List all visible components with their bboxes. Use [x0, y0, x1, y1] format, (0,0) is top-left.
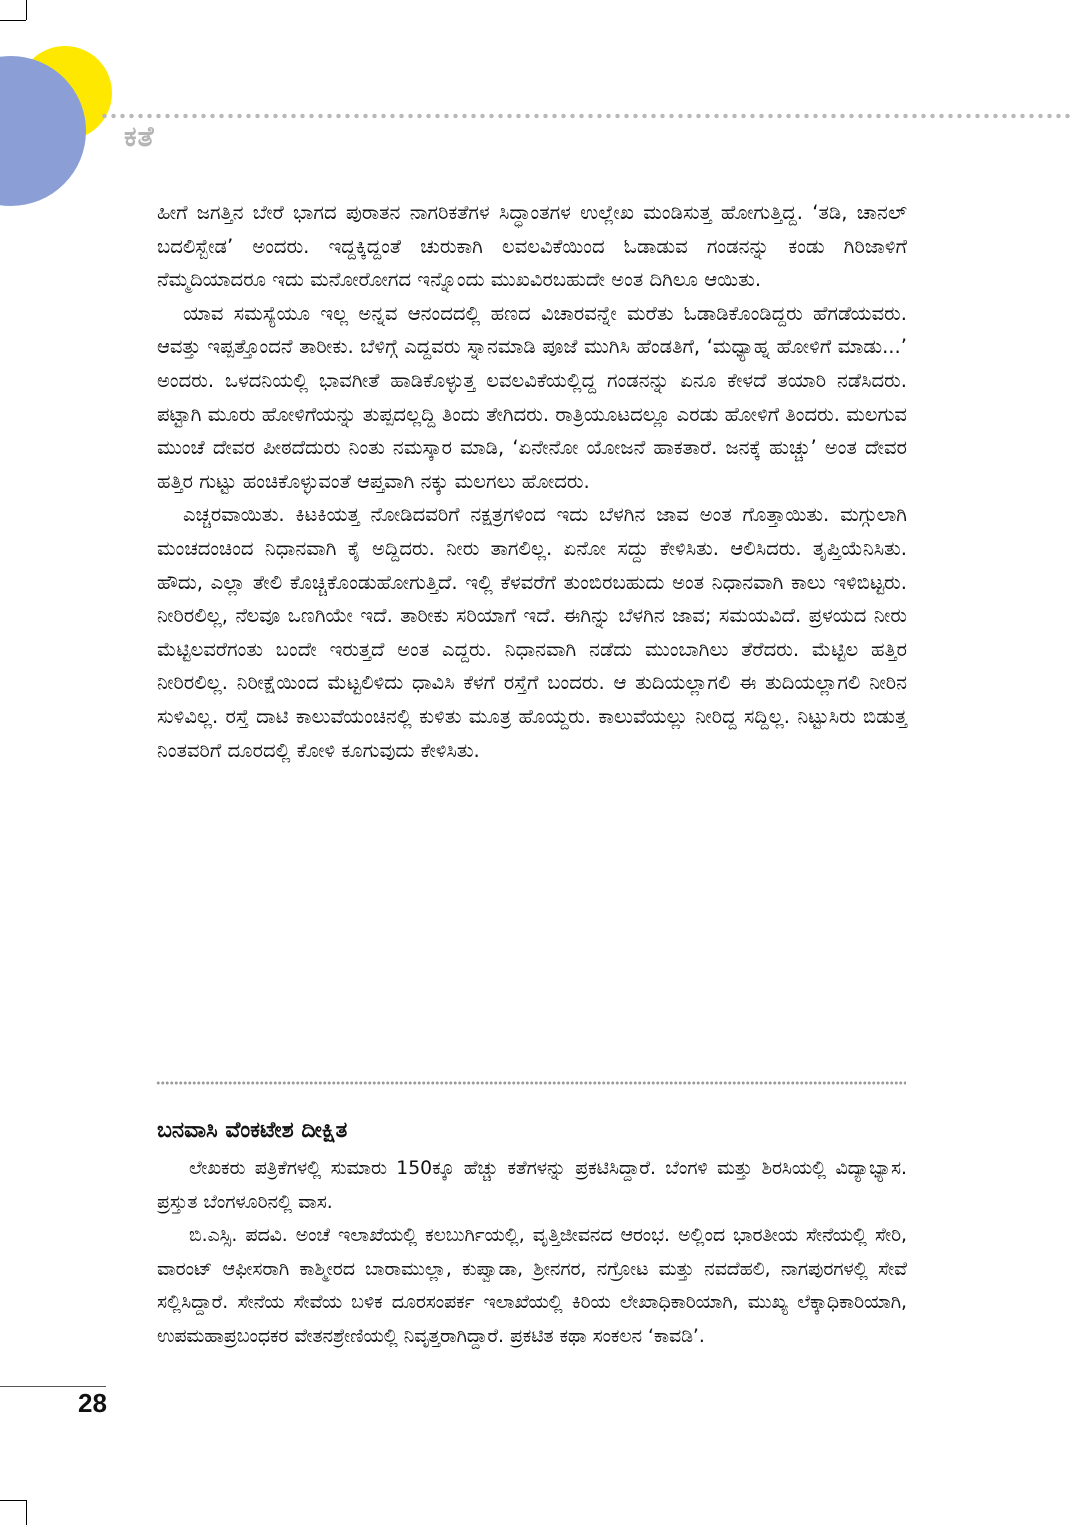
section-label: ಕತೆ — [124, 120, 155, 153]
page-number: 28 — [78, 1388, 107, 1418]
story-paragraph: ಯಾವ ಸಮಸ್ಯೆಯೂ ಇಲ್ಲ ಅನ್ನವ ಆನಂದದಲ್ಲಿ ಹಣದ ವಿಚಾರವನ್ನೇ ಮರೆತು ಓಡಾಡಿಕೊಂಡಿದ್ದರು ಹೆಗಡೆಯವರು. ಆವತ್ತು ಇಪ್ಪತ್ತೊಂದನೆ ತಾರೀಕು. ಬೆಳಿಗ್ಗೆ ಎದ್ದವರು ಸ್ನಾನಮಾಡಿ ಪೂಜೆ ಮುಗಿಸಿ ಹೆಂಡತಿಗೆ, ‘ಮಧ್ಯಾಹ್ನ ಹೋಳಿಗೆ ಮಾಡು...’ ಅಂದರು. ಒಳದನಿಯಲ್ಲಿ ಭಾವಗೀತೆ ಹಾಡಿಕೊಳ್ಳುತ್ತ ಲವಲವಿಕೆಯಲ್ಲಿದ್ದ ಗಂಡನನ್ನು ಏನೂ ಕೇಳದೆ ತಯಾರಿ ನಡೆಸಿದರು. ಪಟ್ಟಾಗಿ ಮೂರು ಹೋಳಿಗೆಯನ್ನು ತುಪ್ಪದಲ್ಲದ್ದಿ ತಿಂದು ತೇಗಿದರು. ರಾತ್ರಿಯೂಟದಲ್ಲೂ ಎರಡು ಹೋಳಿಗೆ ತಿಂದರು. ಮಲಗುವ ಮುಂಚೆ ದೇವರ ಪೀಠದೆದುರು ನಿಂತು ನಮಸ್ಕಾರ ಮಾಡಿ, ‘ಏನೇನೋ ಯೋಜನೆ ಹಾಕತಾರೆ. ಜನಕ್ಕೆ ಹುಚ್ಚು’ ಅಂತ ದೇವರ ಹತ್ತಿರ ಗುಟ್ಟು ಹಂಚಿಕೊಳ್ಳುವಂತೆ ಆಪ್ತವಾಗಿ ನಕ್ಕು ಮಲಗಲು ಹೋದರು. — [157, 301, 907, 493]
crop-mark-top-horizontal — [0, 20, 26, 21]
author-name: ಬನವಾಸಿ ವೆಂಕಟೇಶ ದೀಕ್ಷಿತ — [157, 1118, 348, 1143]
crop-mark-bottom-horizontal — [0, 1500, 26, 1501]
bio-paragraph: ಬಿ.ಎಸ್ಸಿ. ಪದವಿ. ಅಂಚೆ ಇಲಾಖೆಯಲ್ಲಿ ಕಲಬುರ್ಗಿಯಲ್ಲಿ, ವೃತ್ತಿಜೀವನದ ಆರಂಭ. ಅಲ್ಲಿಂದ ಭಾರತೀಯ ಸೇನೆಯಲ್ಲಿ ಸೇರಿ, ವಾರಂಟ್ ಆಫೀಸರಾಗಿ ಕಾಶ್ಮೀರದ ಬಾರಾಮುಲ್ಲಾ, ಕುಪ್ವಾಡಾ, ಶ್ರೀನಗರ, ನಗ್ರೋಟ ಮತ್ತು ನವದೆಹಲಿ, ನಾಗಪುರಗಳಲ್ಲಿ ಸೇವೆ ಸಲ್ಲಿಸಿದ್ದಾರೆ. ಸೇನೆಯ ಸೇವೆಯ ಬಳಿಕ ದೂರಸಂಪರ್ಕ ಇಲಾಖೆಯಲ್ಲಿ ಕಿರಿಯ ಲೇಖಾಧಿಕಾರಿಯಾಗಿ, ಮುಖ್ಯ ಲೆಕ್ಕಾಧಿಕಾರಿಯಾಗಿ, ಉಪಮಹಾಪ್ರಬಂಧಕರ ವೇತನಶ್ರೇಣಿಯಲ್ಲಿ ನಿವೃತ್ತರಾಗಿದ್ದಾರೆ. ಪ್ರಕಟಿತ ಕಥಾ ಸಂಕಲನ ‘ಕಾವಡಿ’. — [157, 1225, 907, 1347]
story-paragraph: ಎಚ್ಚರವಾಯಿತು. ಕಿಟಕಿಯತ್ತ ನೋಡಿದವರಿಗೆ ನಕ್ಷತ್ರಗಳಿಂದ ಇದು ಬೆಳಗಿನ ಜಾವ ಅಂತ ಗೊತ್ತಾಯಿತು. ಮಗ್ಗುಲಾಗಿ ಮಂಚದಂಚಿಂದ ನಿಧಾನವಾಗಿ ಕೈ ಅದ್ದಿದರು. ನೀರು ತಾಗಲಿಲ್ಲ. ಏನೋ ಸದ್ದು ಕೇಳಿಸಿತು. ಆಲಿಸಿದರು. ತೃಪ್ತಿಯೆನಿಸಿತು. ಹೌದು, ಎಲ್ಲಾ ತೇಲಿ ಕೊಚ್ಚಿಕೊಂಡುಹೋಗುತ್ತಿದೆ. ಇಲ್ಲಿ ಕೆಳವರೆಗೆ ತುಂಬಿರಬಹುದು ಅಂತ ನಿಧಾನವಾಗಿ ಕಾಲು ಇಳಿಬಿಟ್ಟರು. ನೀರಿರಲಿಲ್ಲ, ನೆಲವೂ ಒಣಗಿಯೇ ಇದೆ. ತಾರೀಕು ಸರಿಯಾಗೆ ಇದೆ. ಈಗಿನ್ನು ಬೆಳಗಿನ ಜಾವ; ಸಮಯವಿದೆ. ಪ್ರಳಯದ ನೀರು ಮೆಟ್ಟಿಲವರೆಗಂತು ಬಂದೇ ಇರುತ್ತದೆ ಅಂತ ಎದ್ದರು. ನಿಧಾನವಾಗಿ ನಡೆದು ಮುಂಬಾಗಿಲು ತೆರೆದರು. ಮೆಟ್ಟಿಲ ಹತ್ತಿರ ನೀರಿರಲಿಲ್ಲ. ನಿರೀಕ್ಷೆಯಿಂದ ಮೆಟ್ಟಲಿಳಿದು ಧಾವಿಸಿ ಕೆಳಗೆ ರಸ್ತೆಗೆ ಬಂದರು. ಆ ತುದಿಯಲ್ಲಾಗಲಿ ಈ ತುದಿಯಲ್ಲಾಗಲಿ ನೀರಿನ ಸುಳಿವಿಲ್ಲ. ರಸ್ತೆ ದಾಟಿ ಕಾಲುವೆಯಂಚಿನಲ್ಲಿ ಕುಳಿತು ಮೂತ್ರ ಹೊಯ್ದರು. ಕಾಲುವೆಯಲ್ಲು ನೀರಿದ್ದ ಸದ್ದಿಲ್ಲ. ನಿಟ್ಟುಸಿರು ಬಿಡುತ್ತ ನಿಂತವರಿಗೆ ದೂರದಲ್ಲಿ ಕೋಳಿ ಕೂಗುವುದು ಕೇಳಿಸಿತು. — [157, 503, 907, 762]
story-body — [157, 196, 907, 767]
crop-mark-bottom-vertical — [26, 1500, 27, 1525]
crop-mark-top-vertical — [26, 0, 27, 20]
page-number-rule — [0, 1386, 106, 1387]
dotted-header-rule — [100, 113, 1072, 119]
dotted-separator — [156, 1081, 906, 1085]
bio-paragraph: ಲೇಖಕರು ಪತ್ರಿಕೆಗಳಲ್ಲಿ ಸುಮಾರು 150ಕ್ಕೂ ಹೆಚ್ಚು ಕತೆಗಳನ್ನು ಪ್ರಕಟಿಸಿದ್ದಾರೆ. ಬೆಂಗಳಿ ಮತ್ತು ಶಿರಸಿಯಲ್ಲಿ ವಿದ್ಯಾಭ್ಯಾಸ. ಪ್ರಸ್ತುತ ಬೆಂಗಳೂರಿನಲ್ಲಿ ವಾಸ. — [157, 1158, 907, 1213]
story-paragraph: ಹೀಗೆ ಜಗತ್ತಿನ ಬೇರೆ ಭಾಗದ ಪುರಾತನ ನಾಗರಿಕತೆಗಳ ಸಿದ್ಧಾಂತಗಳ ಉಲ್ಲೇಖ ಮಂಡಿಸುತ್ತ ಹೋಗುತ್ತಿದ್ದ. ‘ತಡಿ, ಚಾನಲ್ ಬದಲಿಸ್ಬೇಡ’ ಅಂದರು. ಇದ್ದಕ್ಕಿದ್ದಂತೆ ಚುರುಕಾಗಿ ಲವಲವಿಕೆಯಿಂದ ಓಡಾಡುವ ಗಂಡನನ್ನು ಕಂಡು ಗಿರಿಜಾಳಿಗೆ ನೆಮ್ಮದಿಯಾದರೂ ಇದು ಮನೋರೋಗದ ಇನ್ನೊಂದು ಮುಖವಿರಬಹುದೇ ಅಂತ ದಿಗಿಲೂ ಆಯಿತು. — [157, 201, 907, 292]
author-bio — [157, 1152, 907, 1354]
